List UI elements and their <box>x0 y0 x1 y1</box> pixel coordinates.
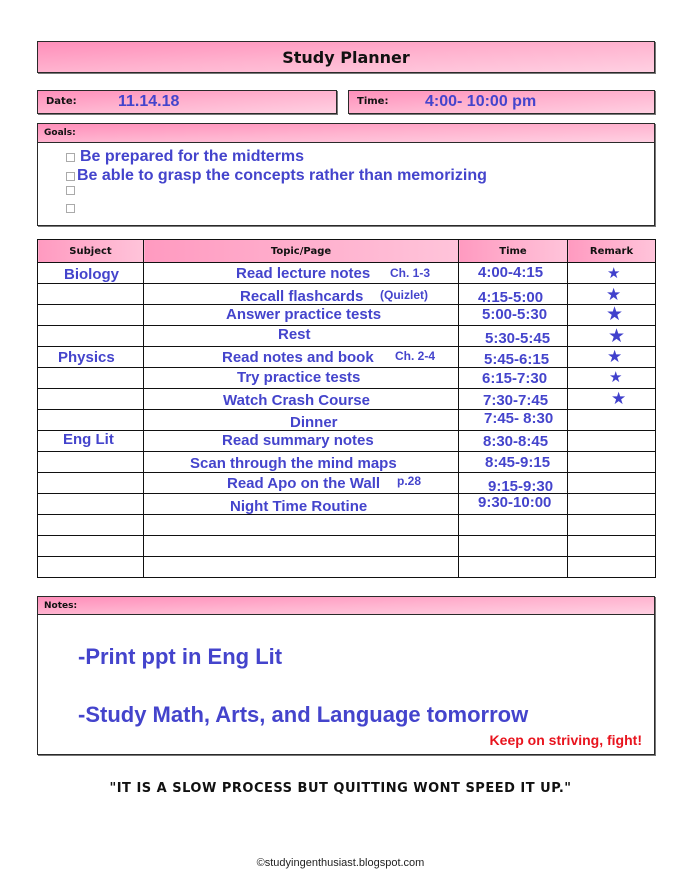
time-cell[interactable] <box>459 452 568 473</box>
remark-cell[interactable] <box>568 536 656 557</box>
remark-cell[interactable] <box>568 452 656 473</box>
notes-section <box>37 596 655 755</box>
table-row <box>38 410 656 431</box>
subject-cell[interactable] <box>38 263 144 284</box>
notes-label: Notes: <box>44 601 78 611</box>
topic-cell[interactable] <box>144 263 459 284</box>
time-cell[interactable] <box>459 284 568 305</box>
topic-cell[interactable] <box>144 347 459 368</box>
time-text: 5:30-5:45 <box>485 330 551 347</box>
time-cell[interactable] <box>459 431 568 452</box>
table-row <box>38 389 656 410</box>
table-row <box>38 452 656 473</box>
table-row <box>38 326 656 347</box>
date-label: Date: <box>46 96 77 107</box>
note-item[interactable]: -Print ppt in Eng Lit <box>78 644 283 669</box>
topic-cell[interactable] <box>144 494 459 515</box>
time-text: 8:30-8:45 <box>483 433 549 450</box>
page-title: Study Planner <box>282 48 410 67</box>
time-text: 8:45-9:15 <box>485 454 551 471</box>
table-row <box>38 536 656 557</box>
table-row <box>38 557 656 578</box>
topic-cell[interactable] <box>144 557 459 578</box>
star-icon: ★ <box>606 285 622 304</box>
notes-header <box>38 597 654 615</box>
time-text: 5:45-6:15 <box>484 351 550 368</box>
topic-cell[interactable] <box>144 515 459 536</box>
time-cell[interactable] <box>459 557 568 578</box>
time-cell[interactable] <box>459 389 568 410</box>
topic-text: Night Time Routine <box>230 498 368 515</box>
subject-cell[interactable] <box>38 536 144 557</box>
topic-text: Scan through the mind maps <box>190 455 397 472</box>
remark-cell[interactable] <box>568 326 656 347</box>
subject-cell[interactable] <box>38 494 144 515</box>
remark-cell[interactable] <box>568 284 656 305</box>
time-cell[interactable] <box>459 494 568 515</box>
star-icon: ★ <box>607 347 623 366</box>
topic-text: Rest <box>278 326 311 343</box>
time-cell[interactable] <box>459 536 568 557</box>
topic-text: Dinner <box>290 414 338 431</box>
subject-text: Physics <box>58 349 115 366</box>
subject-cell[interactable] <box>38 389 144 410</box>
table-row <box>38 305 656 326</box>
goal-item[interactable] <box>66 186 80 195</box>
subject-cell[interactable] <box>38 452 144 473</box>
table-header-row <box>38 240 656 263</box>
table-row <box>38 284 656 305</box>
topic-note: Ch. 1-3 <box>390 266 431 280</box>
topic-text: Read summary notes <box>222 432 374 449</box>
star-icon: ★ <box>611 389 627 408</box>
time-text: 9:30-10:00 <box>478 494 552 511</box>
time-cell[interactable] <box>459 326 568 347</box>
column-header-subject: Subject <box>38 240 144 263</box>
goal-text: Be able to grasp the concepts rather than memorizing <box>77 167 487 184</box>
time-text: 4:00-4:15 <box>478 264 544 281</box>
remark-cell[interactable] <box>568 473 656 494</box>
time-cell[interactable] <box>459 368 568 389</box>
topic-cell[interactable] <box>144 452 459 473</box>
topic-note: p.28 <box>397 474 422 488</box>
column-header-topic: Topic/Page <box>144 240 459 263</box>
time-label: Time: <box>357 96 389 107</box>
topic-cell[interactable] <box>144 389 459 410</box>
goal-text: Be prepared for the midterms <box>80 148 305 165</box>
remark-cell[interactable] <box>568 389 656 410</box>
topic-cell[interactable] <box>144 431 459 452</box>
time-value[interactable]: 4:00- 10:00 pm <box>425 93 537 110</box>
subject-cell[interactable] <box>38 305 144 326</box>
subject-cell[interactable] <box>38 515 144 536</box>
goals-header <box>38 124 654 143</box>
time-cell[interactable] <box>459 473 568 494</box>
star-icon: ★ <box>606 304 624 325</box>
topic-text: Recall flashcards <box>240 288 364 305</box>
date-value[interactable]: 11.14.18 <box>118 93 180 110</box>
time-text: 4:15-5:00 <box>478 289 544 306</box>
goals-label: Goals: <box>44 128 76 138</box>
time-cell[interactable] <box>459 263 568 284</box>
motto-text: Keep on striving, fight! <box>489 732 642 748</box>
note-item[interactable]: -Study Math, Arts, and Language tomorrow <box>78 702 529 727</box>
topic-cell[interactable] <box>144 326 459 347</box>
topic-text: Read notes and book <box>222 349 374 366</box>
table-row <box>38 494 656 515</box>
goal-item[interactable] <box>66 204 80 213</box>
subject-cell[interactable] <box>38 557 144 578</box>
topic-text: Read lecture notes <box>236 265 371 282</box>
date-field[interactable] <box>37 90 337 114</box>
table-row <box>38 473 656 494</box>
table-row <box>38 431 656 452</box>
time-text: 6:15-7:30 <box>482 370 548 387</box>
checkbox-icon[interactable] <box>66 186 75 195</box>
time-text: 9:15-9:30 <box>488 478 554 495</box>
subject-cell[interactable] <box>38 326 144 347</box>
topic-cell[interactable] <box>144 410 459 431</box>
topic-text: Read Apo on the Wall <box>227 475 381 492</box>
subject-cell[interactable] <box>38 410 144 431</box>
topic-text: Answer practice tests <box>226 306 382 323</box>
subject-cell[interactable] <box>38 431 144 452</box>
subject-text: Eng Lit <box>63 431 114 448</box>
subject-text: Biology <box>64 266 119 283</box>
star-icon: ★ <box>608 326 626 347</box>
footer-credit: ©studyingenthusiast.blogspot.com <box>256 857 425 869</box>
table-row <box>38 263 656 284</box>
table-row <box>38 515 656 536</box>
star-icon: ★ <box>607 265 621 282</box>
remark-cell[interactable] <box>568 515 656 536</box>
quote-text: "IT IS A SLOW PROCESS BUT QUITTING WONT SPEED IT UP." <box>109 781 572 796</box>
time-cell[interactable] <box>459 305 568 326</box>
goals-section <box>37 123 655 226</box>
topic-text: Try practice tests <box>237 369 361 386</box>
remark-cell[interactable] <box>568 557 656 578</box>
column-header-time: Time <box>459 240 568 263</box>
remark-cell[interactable] <box>568 347 656 368</box>
remark-cell[interactable] <box>568 410 656 431</box>
topic-cell[interactable] <box>144 368 459 389</box>
subject-cell[interactable] <box>38 473 144 494</box>
remark-cell[interactable] <box>568 263 656 284</box>
topic-cell[interactable] <box>144 536 459 557</box>
remark-cell[interactable] <box>568 494 656 515</box>
topic-note: Ch. 2-4 <box>395 349 436 363</box>
table-row <box>38 368 656 389</box>
time-field[interactable] <box>348 90 655 114</box>
checkbox-icon[interactable] <box>66 153 75 162</box>
subject-cell[interactable] <box>38 347 144 368</box>
title-bar <box>37 41 655 73</box>
column-header-remark: Remark <box>568 240 656 263</box>
time-cell[interactable] <box>459 347 568 368</box>
remark-cell[interactable] <box>568 305 656 326</box>
subject-cell[interactable] <box>38 368 144 389</box>
goal-item[interactable] <box>66 148 304 166</box>
checkbox-icon[interactable] <box>66 172 75 181</box>
time-text: 5:00-5:30 <box>482 306 548 323</box>
star-icon: ★ <box>609 369 623 386</box>
time-cell[interactable] <box>459 515 568 536</box>
time-text: 7:30-7:45 <box>483 392 549 409</box>
time-text: 7:45- 8:30 <box>484 410 554 427</box>
schedule-table <box>37 239 656 578</box>
checkbox-icon[interactable] <box>66 204 75 213</box>
subject-cell[interactable] <box>38 284 144 305</box>
goal-item[interactable] <box>66 167 487 185</box>
remark-cell[interactable] <box>568 368 656 389</box>
topic-cell[interactable] <box>144 305 459 326</box>
topic-cell[interactable] <box>144 284 459 305</box>
topic-note: (Quizlet) <box>380 288 428 302</box>
table-row <box>38 347 656 368</box>
topic-cell[interactable] <box>144 473 459 494</box>
remark-cell[interactable] <box>568 431 656 452</box>
time-cell[interactable] <box>459 410 568 431</box>
topic-text: Watch Crash Course <box>223 392 370 409</box>
